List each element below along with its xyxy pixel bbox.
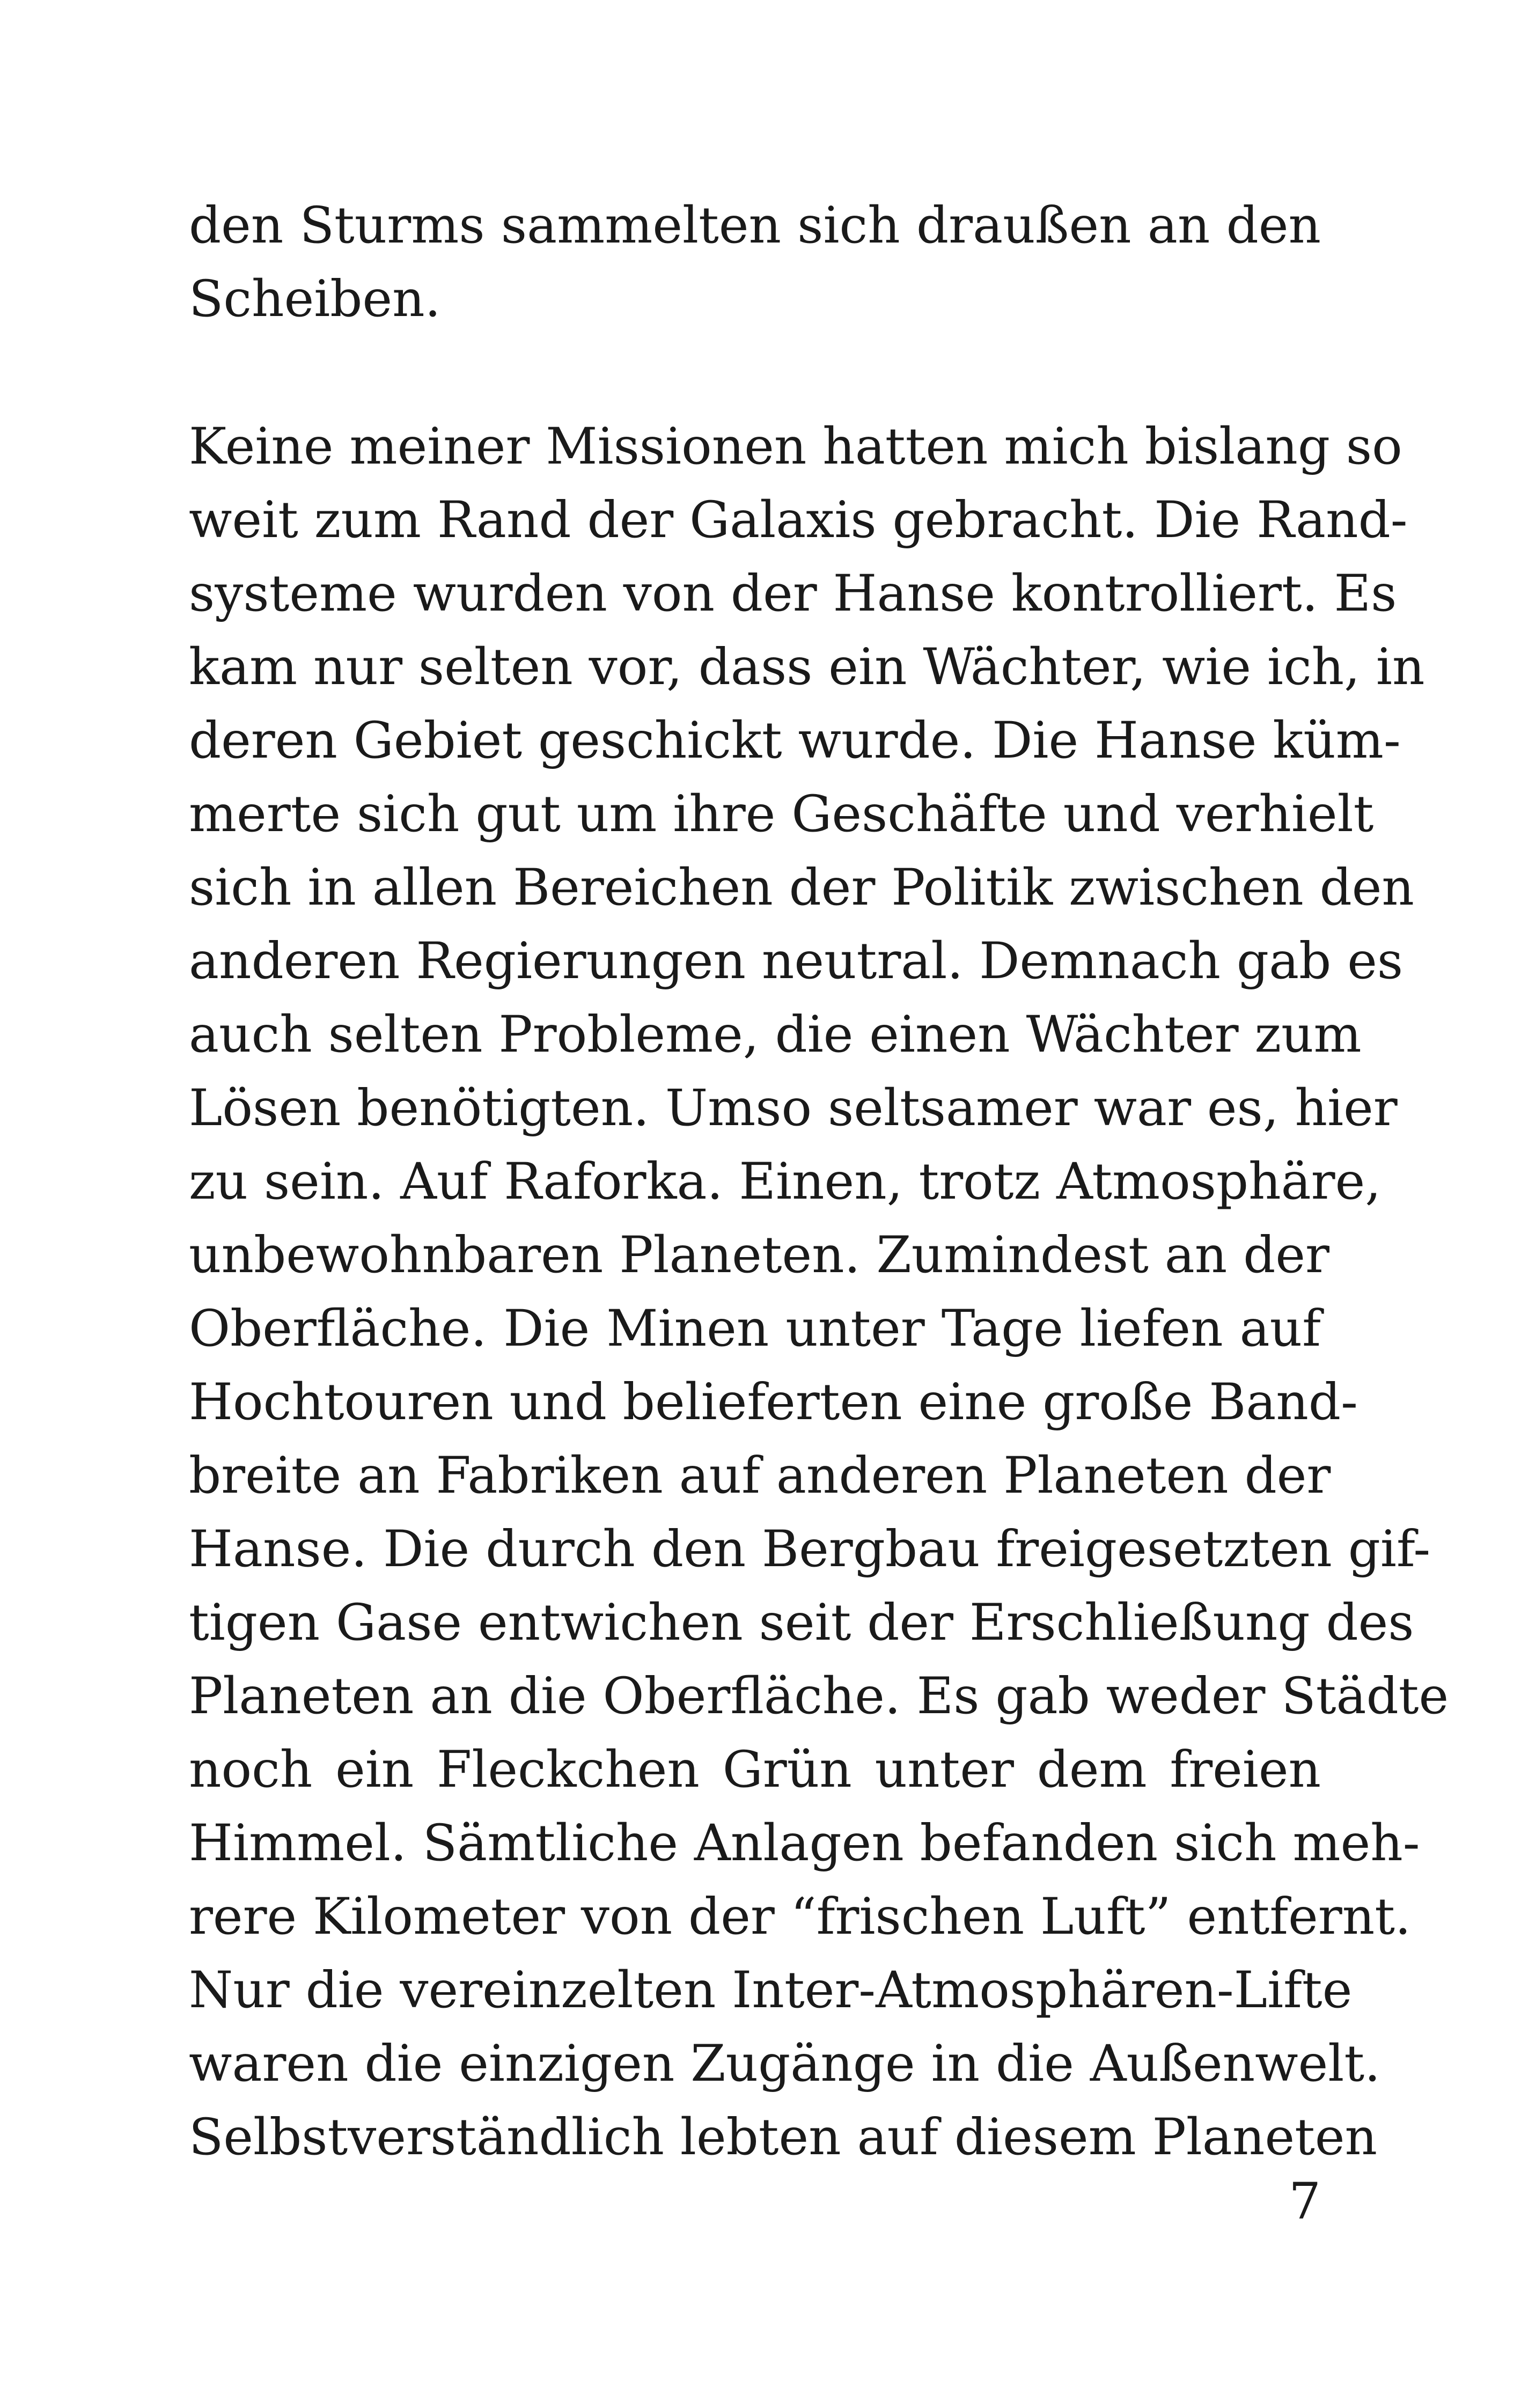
text-line: Lösen benötigten. Umso seltsamer war es, hier [189,1079,1398,1137]
text-line: Nur die vereinzelten Inter-Atmosphären-Lifte [189,1961,1353,2020]
text-line: rere Kilometer von der “frischen Luft” entfernt. [189,1888,1411,1946]
text-line: noch ein Fleckchen Grün unter dem freien [189,1741,1321,1799]
text-line: deren Gebiet geschickt wurde. Die Hanse küm- [189,711,1401,770]
text-line: unbewohnbaren Planeten. Zumindest an der [189,1226,1329,1284]
text-line: Planeten an die Oberfläche. Es gab weder Städte [189,1667,1449,1726]
text-line: waren die einzigen Zugänge in die Außenwelt. [189,2035,1380,2093]
text-line: tigen Gase entwichen seit der Erschließung des [189,1594,1414,1652]
text-line: kam nur selten vor, dass ein Wächter, wie ich, in [189,638,1425,696]
text-line: zu sein. Auf Raforka. Einen, trotz Atmosphäre, [189,1152,1382,1211]
text-line: Himmel. Sämtliche Anlagen befanden sich meh- [189,1814,1420,1873]
paragraph-2 [189,410,1449,2174]
text-line: Selbstverständlich lebten auf diesem Planeten [189,2108,1378,2167]
text-line: systeme wurden von der Hanse kontrolliert. Es [189,564,1397,623]
text-line: auch selten Probleme, die einen Wächter zum [189,1005,1362,1064]
text-line: breite an Fabriken auf anderen Planeten der [189,1447,1331,1505]
text-line: anderen Regierungen neutral. Demnach gab es [189,932,1404,990]
text-line: Keine meiner Missionen hatten mich bislang so [189,417,1402,476]
text-line: Scheiben. [189,270,441,328]
text-line: den Sturms sammelten sich draußen an den [189,196,1321,255]
text-line: sich in allen Bereichen der Politik zwischen den [189,858,1414,917]
text-line: weit zum Rand der Galaxis gebracht. Die Rand- [189,491,1408,549]
text-line: merte sich gut um ihre Geschäfte und verhielt [189,785,1374,843]
text-line: Hanse. Die durch den Bergbau freigesetzten gif- [189,1520,1431,1579]
text-line: Hochtouren und belieferten eine große Band- [189,1373,1358,1431]
page-number: 7 [1289,2172,1321,2231]
text-line: Oberfläche. Die Minen unter Tage liefen auf [189,1300,1321,1358]
paragraph-1 [189,189,1321,336]
